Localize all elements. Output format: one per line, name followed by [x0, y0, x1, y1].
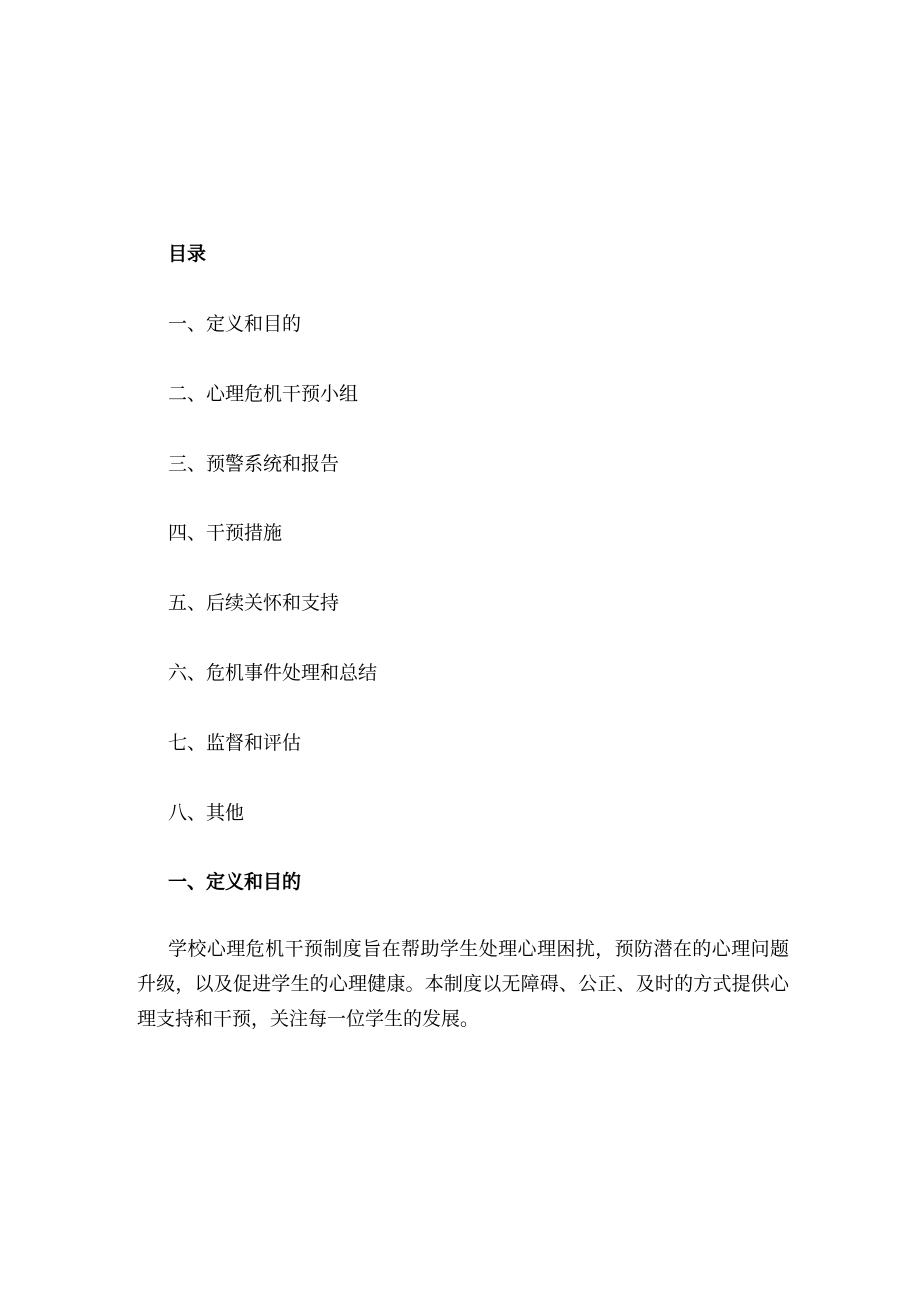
toc-list: [168, 310, 377, 868]
toc-item: 八、其他: [168, 801, 245, 824]
toc-item: 六、危机事件处理和总结: [168, 661, 378, 684]
toc-item: 四、干预措施: [168, 522, 283, 545]
toc-item: 一、定义和目的: [168, 313, 302, 335]
section-heading: 一、定义和目的: [168, 871, 302, 893]
section-paragraph: 学校心理危机干预制度旨在帮助学生处理心理困扰，预防潜在的心理问题升级，以及促进学生的心理健康。本制度以无障碍、公正、及时的方式提供心理支持和干预，关注每一位学生的发展。: [137, 938, 789, 1030]
toc-title: 目录: [168, 243, 207, 265]
toc-item: 二、心理危机干预小组: [168, 382, 359, 405]
toc-item: 七、监督和评估: [168, 731, 302, 754]
toc-item: 三、预警系统和报告: [168, 452, 340, 475]
toc-item: 五、后续关怀和支持: [168, 592, 340, 615]
